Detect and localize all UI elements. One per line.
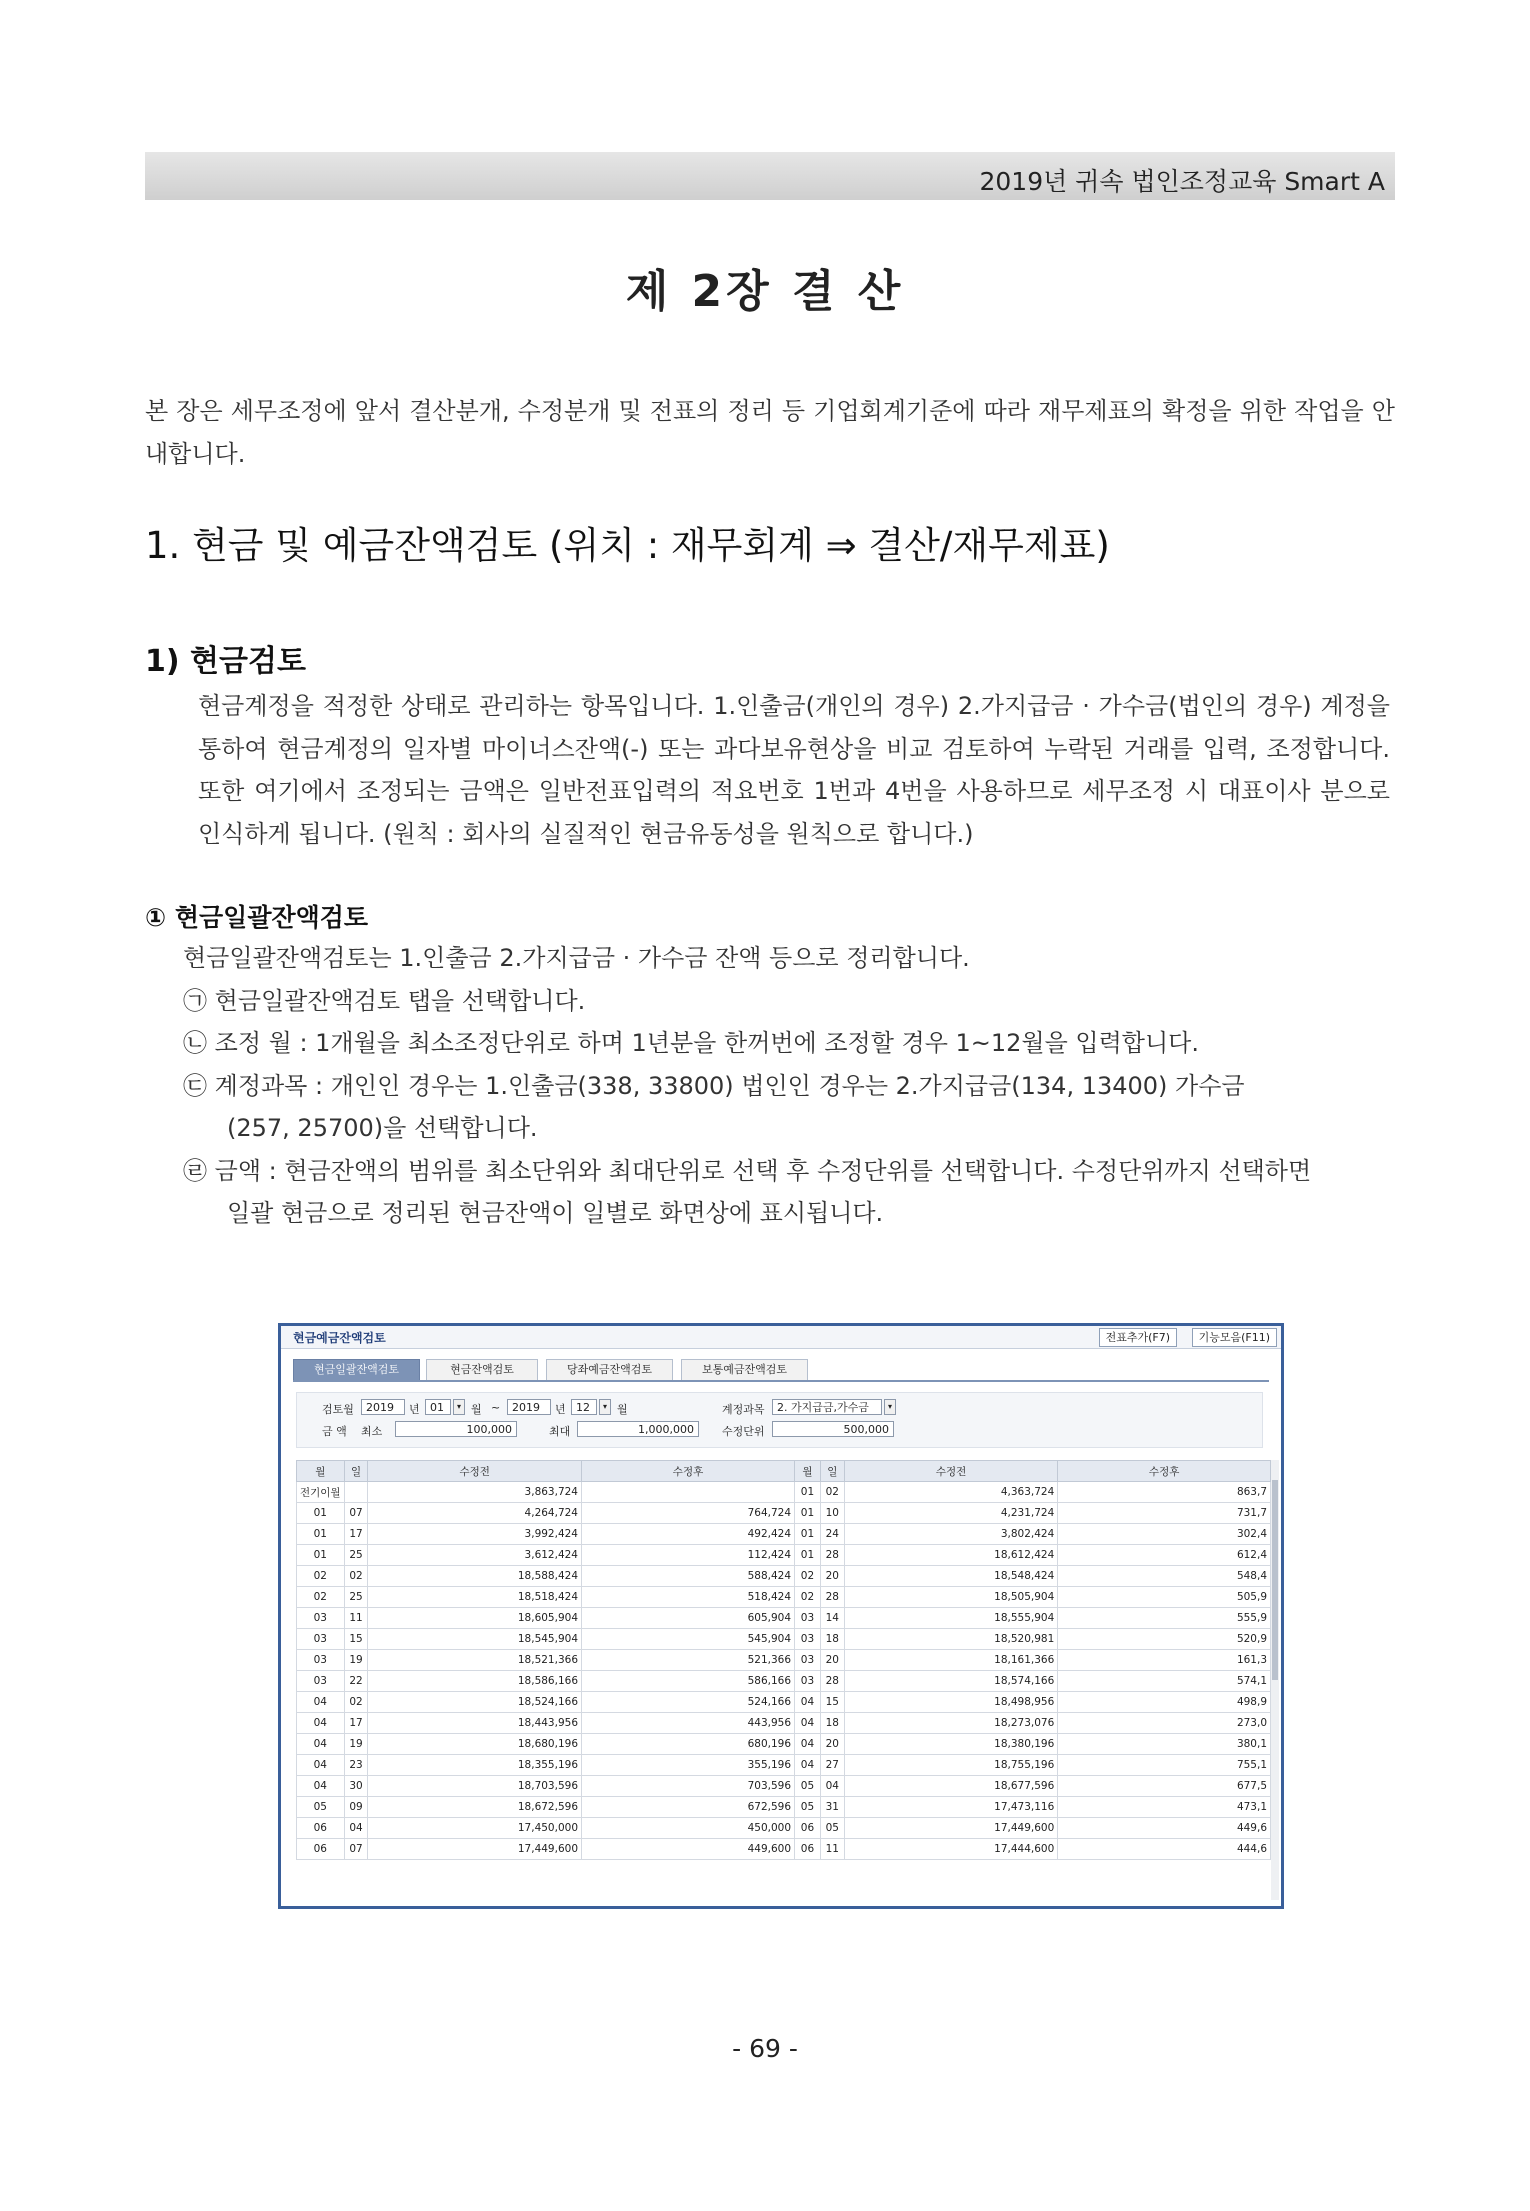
table-cell[interactable]: 18,677,596 (844, 1776, 1058, 1797)
item-intro: 현금일괄잔액검토는 1.인출금 2.가지급금 · 가수금 잔액 등으로 정리합니다. (183, 944, 970, 972)
table-cell[interactable]: 07 (344, 1503, 368, 1524)
item-heading: ① 현금일괄잔액검토 (145, 903, 369, 932)
item-step-3-cont: (257, 25700)을 선택합니다. (227, 1114, 538, 1142)
item-step-4: ㉣ 금액 : 현금잔액의 범위를 최소단위와 최대단위로 선택 후 수정단위를 선택합니다. 수정단위까지 선택하면 (183, 1156, 1312, 1185)
min-label: 최소 (361, 1425, 383, 1438)
table-cell[interactable]: 3,612,424 (368, 1545, 582, 1566)
table-cell[interactable]: 731,7 (1058, 1503, 1271, 1524)
table-cell[interactable]: 02 (297, 1566, 345, 1587)
table-cell[interactable]: 505,9 (1058, 1587, 1271, 1608)
table-cell[interactable]: 588,424 (582, 1566, 795, 1587)
col-header-before-2[interactable]: 수정전 (844, 1461, 1058, 1482)
table-cell[interactable]: 31 (820, 1797, 844, 1818)
table-row[interactable] (297, 1734, 1271, 1755)
table-cell[interactable]: 06 (297, 1818, 345, 1839)
range-separator: ~ (491, 1401, 501, 1414)
table-cell[interactable]: 555,9 (1058, 1608, 1271, 1629)
table-row[interactable] (297, 1692, 1271, 1713)
table-cell[interactable]: 302,4 (1058, 1524, 1271, 1545)
max-label: 최대 (549, 1425, 571, 1438)
table-cell[interactable]: 04 (820, 1776, 844, 1797)
table-cell[interactable]: 05 (820, 1818, 844, 1839)
item-step-4-cont: 일괄 현금으로 정리된 현금잔액이 일별로 화면상에 표시됩니다. (227, 1199, 884, 1227)
table-cell[interactable]: 23 (344, 1755, 368, 1776)
table-cell[interactable]: 28 (820, 1545, 844, 1566)
table-cell[interactable] (582, 1482, 795, 1503)
table-cell[interactable]: 02 (344, 1692, 368, 1713)
table-cell[interactable]: 755,1 (1058, 1755, 1271, 1776)
table-cell[interactable]: 18,273,076 (844, 1713, 1058, 1734)
table-cell[interactable]: 06 (795, 1818, 821, 1839)
add-voucher-button[interactable]: 전표추가(F7) (1099, 1328, 1177, 1347)
table-row[interactable] (297, 1650, 1271, 1671)
table-cell[interactable]: 545,904 (582, 1629, 795, 1650)
table-row[interactable] (297, 1713, 1271, 1734)
account-select[interactable]: 2. 가지급금,가수금 (772, 1399, 882, 1415)
table-cell[interactable]: 548,4 (1058, 1566, 1271, 1587)
item-body (183, 937, 1393, 1235)
table-cell[interactable]: 전기이월 (297, 1482, 345, 1503)
table-cell[interactable]: 03 (795, 1650, 821, 1671)
table-cell[interactable]: 03 (297, 1671, 345, 1692)
table-cell[interactable]: 02 (344, 1566, 368, 1587)
table-cell[interactable]: 18,524,166 (368, 1692, 582, 1713)
table-cell[interactable]: 04 (297, 1755, 345, 1776)
month-from-dropdown-icon[interactable]: ▾ (453, 1399, 465, 1415)
table-cell[interactable]: 18,498,956 (844, 1692, 1058, 1713)
table-cell[interactable]: 17,450,000 (368, 1818, 582, 1839)
table-row[interactable] (297, 1587, 1271, 1608)
table-cell[interactable]: 01 (795, 1503, 821, 1524)
month-to-dropdown-icon[interactable]: ▾ (599, 1399, 611, 1415)
table-cell[interactable]: 449,6 (1058, 1818, 1271, 1839)
table-cell[interactable]: 11 (820, 1839, 844, 1860)
table-cell[interactable]: 521,366 (582, 1650, 795, 1671)
table-cell[interactable]: 28 (820, 1587, 844, 1608)
table-cell[interactable]: 17,449,600 (844, 1818, 1058, 1839)
subsection-body: 현금계정을 적정한 상태로 관리하는 항목입니다. 1.인출금(개인의 경우) 2.가지급금 · 가수금(법인의 경우) 계정을 통하여 현금계정의 일자별 마이너스잔액(-) 또는 과다보유현상을 비교 검토하여 누락된 거래를 입력, 조정합니다. 또한 여기에서 조정되는 금액은 일반전표입력의 적요번호 1번과 4번을 사용하므로 세무조정 시 대표이사 분으로 인식하게 됩니다. (원칙 : 회사의 실질적인 현금유동성을 원칙으로 합니다.) (198, 692, 1390, 848)
table-cell[interactable]: 01 (795, 1482, 821, 1503)
table-cell[interactable]: 03 (297, 1650, 345, 1671)
table-row[interactable] (297, 1545, 1271, 1566)
table-row[interactable] (297, 1797, 1271, 1818)
table-cell[interactable]: 18,612,424 (844, 1545, 1058, 1566)
table-cell[interactable]: 680,196 (582, 1734, 795, 1755)
table-row[interactable] (297, 1671, 1271, 1692)
col-header-before[interactable]: 수정전 (368, 1461, 582, 1482)
table-cell[interactable]: 3,802,424 (844, 1524, 1058, 1545)
year-unit-label-2: 년 (555, 1403, 566, 1416)
app-screenshot-window (278, 1323, 1284, 1909)
table-cell[interactable]: 524,166 (582, 1692, 795, 1713)
page-number: - 69 - (732, 2034, 798, 2063)
table-cell[interactable]: 25 (344, 1545, 368, 1566)
table-cell[interactable] (344, 1482, 368, 1503)
table-cell[interactable]: 06 (795, 1839, 821, 1860)
table-cell[interactable]: 18,605,904 (368, 1608, 582, 1629)
table-cell[interactable]: 02 (795, 1587, 821, 1608)
table-cell[interactable]: 05 (795, 1797, 821, 1818)
table-cell[interactable]: 18,380,196 (844, 1734, 1058, 1755)
table-cell[interactable]: 18,755,196 (844, 1755, 1058, 1776)
table-cell[interactable]: 04 (795, 1755, 821, 1776)
window-title: 현금예금잔액검토 (293, 1331, 386, 1345)
table-cell[interactable]: 18,443,956 (368, 1713, 582, 1734)
header-text: 2019년 귀속 법인조정교육 Smart A (979, 167, 1385, 196)
table-row[interactable] (297, 1776, 1271, 1797)
table-cell[interactable]: 449,600 (582, 1839, 795, 1860)
table-cell[interactable]: 02 (297, 1587, 345, 1608)
table-cell[interactable]: 18,355,196 (368, 1755, 582, 1776)
table-cell[interactable]: 18,548,424 (844, 1566, 1058, 1587)
col-header-after-2[interactable]: 수정후 (1058, 1461, 1271, 1482)
table-cell[interactable]: 18,588,424 (368, 1566, 582, 1587)
table-cell[interactable]: 02 (820, 1482, 844, 1503)
table-row[interactable] (297, 1839, 1271, 1860)
table-cell[interactable]: 04 (795, 1734, 821, 1755)
table-cell[interactable]: 24 (820, 1524, 844, 1545)
table-cell[interactable]: 09 (344, 1797, 368, 1818)
table-cell[interactable]: 04 (297, 1734, 345, 1755)
table-cell[interactable]: 11 (344, 1608, 368, 1629)
table-cell[interactable]: 4,264,724 (368, 1503, 582, 1524)
table-cell[interactable]: 18,545,904 (368, 1629, 582, 1650)
table-cell[interactable]: 28 (820, 1671, 844, 1692)
table-cell[interactable]: 18,520,981 (844, 1629, 1058, 1650)
table-row[interactable] (297, 1608, 1271, 1629)
balance-table (296, 1460, 1271, 1860)
table-cell[interactable]: 20 (820, 1566, 844, 1587)
table-cell[interactable]: 03 (297, 1608, 345, 1629)
function-menu-button[interactable]: 기능모음(F11) (1192, 1328, 1277, 1347)
tab-cash-balance[interactable]: 현금잔액검토 (426, 1359, 538, 1381)
unit-amount-input[interactable]: 500,000 (772, 1421, 894, 1437)
table-cell[interactable]: 03 (795, 1629, 821, 1650)
table-cell[interactable]: 17,449,600 (368, 1839, 582, 1860)
tab-savings-balance[interactable]: 보통예금잔액검토 (681, 1359, 808, 1381)
table-cell[interactable]: 04 (795, 1713, 821, 1734)
period-label: 검토월 (322, 1403, 354, 1416)
table-row[interactable] (297, 1503, 1271, 1524)
month-unit-label: 월 (471, 1403, 482, 1416)
table-cell[interactable]: 04 (297, 1692, 345, 1713)
table-header-row (297, 1461, 1271, 1482)
col-header-day[interactable]: 일 (344, 1461, 368, 1482)
table-cell[interactable]: 355,196 (582, 1755, 795, 1776)
table-cell[interactable]: 17,473,116 (844, 1797, 1058, 1818)
item-step-1: ㉠ 현금일괄잔액검토 탭을 선택합니다. (183, 986, 586, 1015)
table-cell[interactable]: 04 (344, 1818, 368, 1839)
table-cell[interactable]: 4,363,724 (844, 1482, 1058, 1503)
table-cell[interactable]: 10 (820, 1503, 844, 1524)
table-cell[interactable]: 15 (344, 1629, 368, 1650)
table-cell[interactable]: 450,000 (582, 1818, 795, 1839)
filter-panel (296, 1392, 1263, 1448)
table-cell[interactable]: 672,596 (582, 1797, 795, 1818)
table-cell[interactable]: 20 (820, 1650, 844, 1671)
col-header-month-2[interactable]: 월 (795, 1461, 821, 1482)
table-cell[interactable]: 492,424 (582, 1524, 795, 1545)
table-cell[interactable]: 863,7 (1058, 1482, 1271, 1503)
item-step-3: ㉢ 계정과목 : 개인인 경우는 1.인출금(338, 33800) 법인인 경우는 2.가지급금(134, 13400) 가수금 (183, 1071, 1245, 1100)
col-header-after[interactable]: 수정후 (582, 1461, 795, 1482)
table-cell[interactable]: 4,231,724 (844, 1503, 1058, 1524)
table-cell[interactable]: 112,424 (582, 1545, 795, 1566)
tab-cash-bulk-balance[interactable]: 현금일괄잔액검토 (293, 1359, 420, 1381)
table-cell[interactable]: 19 (344, 1734, 368, 1755)
balance-grid (296, 1460, 1271, 1898)
table-cell[interactable]: 18,672,596 (368, 1797, 582, 1818)
year-unit-label: 년 (409, 1403, 420, 1416)
table-cell[interactable]: 443,956 (582, 1713, 795, 1734)
subsection-heading: 1) 현금검토 (145, 644, 306, 679)
table-cell[interactable]: 18 (820, 1713, 844, 1734)
table-cell[interactable]: 18,518,424 (368, 1587, 582, 1608)
table-cell[interactable]: 18,555,904 (844, 1608, 1058, 1629)
table-cell[interactable]: 518,424 (582, 1587, 795, 1608)
table-cell[interactable]: 01 (297, 1545, 345, 1566)
table-cell[interactable]: 03 (297, 1629, 345, 1650)
account-dropdown-icon[interactable]: ▾ (884, 1399, 896, 1415)
table-cell[interactable]: 05 (795, 1776, 821, 1797)
col-header-month[interactable]: 월 (297, 1461, 345, 1482)
table-cell[interactable]: 18,586,166 (368, 1671, 582, 1692)
month-to-input[interactable]: 12 (571, 1399, 597, 1415)
table-row[interactable] (297, 1818, 1271, 1839)
table-row[interactable] (297, 1755, 1271, 1776)
min-amount-input[interactable]: 100,000 (395, 1421, 517, 1437)
table-cell[interactable]: 01 (297, 1524, 345, 1545)
table-cell[interactable]: 01 (795, 1545, 821, 1566)
table-row[interactable] (297, 1566, 1271, 1587)
table-cell[interactable]: 380,1 (1058, 1734, 1271, 1755)
table-cell[interactable]: 22 (344, 1671, 368, 1692)
table-cell[interactable]: 764,724 (582, 1503, 795, 1524)
table-row[interactable] (297, 1524, 1271, 1545)
table-cell[interactable]: 18,703,596 (368, 1776, 582, 1797)
table-cell[interactable]: 273,0 (1058, 1713, 1271, 1734)
amount-label: 금 액 (322, 1425, 347, 1438)
tab-checking-balance[interactable]: 당좌예금잔액검토 (546, 1359, 673, 1381)
table-cell[interactable]: 04 (297, 1713, 345, 1734)
table-cell[interactable]: 19 (344, 1650, 368, 1671)
table-cell[interactable]: 04 (795, 1692, 821, 1713)
section-heading: 1. 현금 및 예금잔액검토 (위치 : 재무회계 ⇒ 결산/재무제표) (145, 524, 1110, 567)
table-cell[interactable]: 17,444,600 (844, 1839, 1058, 1860)
table-cell[interactable]: 586,166 (582, 1671, 795, 1692)
table-cell[interactable]: 30 (344, 1776, 368, 1797)
item-step-2: ㉡ 조정 월 : 1개월을 최소조정단위로 하며 1년분을 한꺼번에 조정할 경우 1~12월을 입력합니다. (183, 1029, 1199, 1057)
table-cell[interactable]: 444,6 (1058, 1839, 1271, 1860)
table-row[interactable] (297, 1629, 1271, 1650)
grid-scrollbar[interactable] (1271, 1460, 1279, 1900)
table-cell[interactable]: 03 (795, 1671, 821, 1692)
table-cell[interactable]: 27 (820, 1755, 844, 1776)
window-titlebar (281, 1326, 1281, 1349)
month-from-input[interactable]: 01 (425, 1399, 451, 1415)
table-cell[interactable]: 14 (820, 1608, 844, 1629)
table-cell[interactable]: 07 (344, 1839, 368, 1860)
grid-scroll-thumb[interactable] (1272, 1480, 1278, 1680)
table-cell[interactable]: 04 (297, 1776, 345, 1797)
month-unit-label-2: 월 (617, 1403, 628, 1416)
table-cell[interactable]: 473,1 (1058, 1797, 1271, 1818)
table-cell[interactable]: 15 (820, 1692, 844, 1713)
table-cell[interactable]: 498,9 (1058, 1692, 1271, 1713)
table-cell[interactable]: 05 (297, 1797, 345, 1818)
table-cell[interactable]: 25 (344, 1587, 368, 1608)
table-cell[interactable]: 3,863,724 (368, 1482, 582, 1503)
table-cell[interactable]: 17 (344, 1524, 368, 1545)
table-cell[interactable]: 703,596 (582, 1776, 795, 1797)
table-cell[interactable]: 18,161,366 (844, 1650, 1058, 1671)
table-cell[interactable]: 02 (795, 1566, 821, 1587)
table-cell[interactable]: 605,904 (582, 1608, 795, 1629)
table-body (297, 1482, 1271, 1860)
unit-label: 수정단위 (722, 1425, 765, 1438)
table-cell[interactable]: 20 (820, 1734, 844, 1755)
table-cell[interactable]: 06 (297, 1839, 345, 1860)
header-bar (145, 152, 1395, 200)
table-cell[interactable]: 18,574,166 (844, 1671, 1058, 1692)
max-amount-input[interactable]: 1,000,000 (577, 1421, 699, 1437)
table-cell[interactable]: 17 (344, 1713, 368, 1734)
year-from-input[interactable]: 2019 (361, 1399, 405, 1415)
year-to-input[interactable]: 2019 (507, 1399, 551, 1415)
intro-paragraph: 본 장은 세무조정에 앞서 결산분개, 수정분개 및 전표의 정리 등 기업회계기준에 따라 재무제표의 확정을 위한 작업을 안내합니다. (145, 397, 1395, 468)
table-cell[interactable]: 574,1 (1058, 1671, 1271, 1692)
table-cell[interactable]: 01 (297, 1503, 345, 1524)
table-cell[interactable]: 01 (795, 1524, 821, 1545)
tab-underline (293, 1380, 1269, 1382)
account-label: 계정과목 (722, 1403, 765, 1416)
table-row[interactable] (297, 1482, 1271, 1503)
table-cell[interactable]: 161,3 (1058, 1650, 1271, 1671)
table-cell[interactable]: 520,9 (1058, 1629, 1271, 1650)
table-cell[interactable]: 677,5 (1058, 1776, 1271, 1797)
table-cell[interactable]: 612,4 (1058, 1545, 1271, 1566)
chapter-title: 제 2장 결 산 (625, 266, 905, 317)
table-cell[interactable]: 3,992,424 (368, 1524, 582, 1545)
table-cell[interactable]: 18 (820, 1629, 844, 1650)
table-cell[interactable]: 18,505,904 (844, 1587, 1058, 1608)
table-cell[interactable]: 18,680,196 (368, 1734, 582, 1755)
table-cell[interactable]: 18,521,366 (368, 1650, 582, 1671)
table-cell[interactable]: 03 (795, 1608, 821, 1629)
col-header-day-2[interactable]: 일 (820, 1461, 844, 1482)
